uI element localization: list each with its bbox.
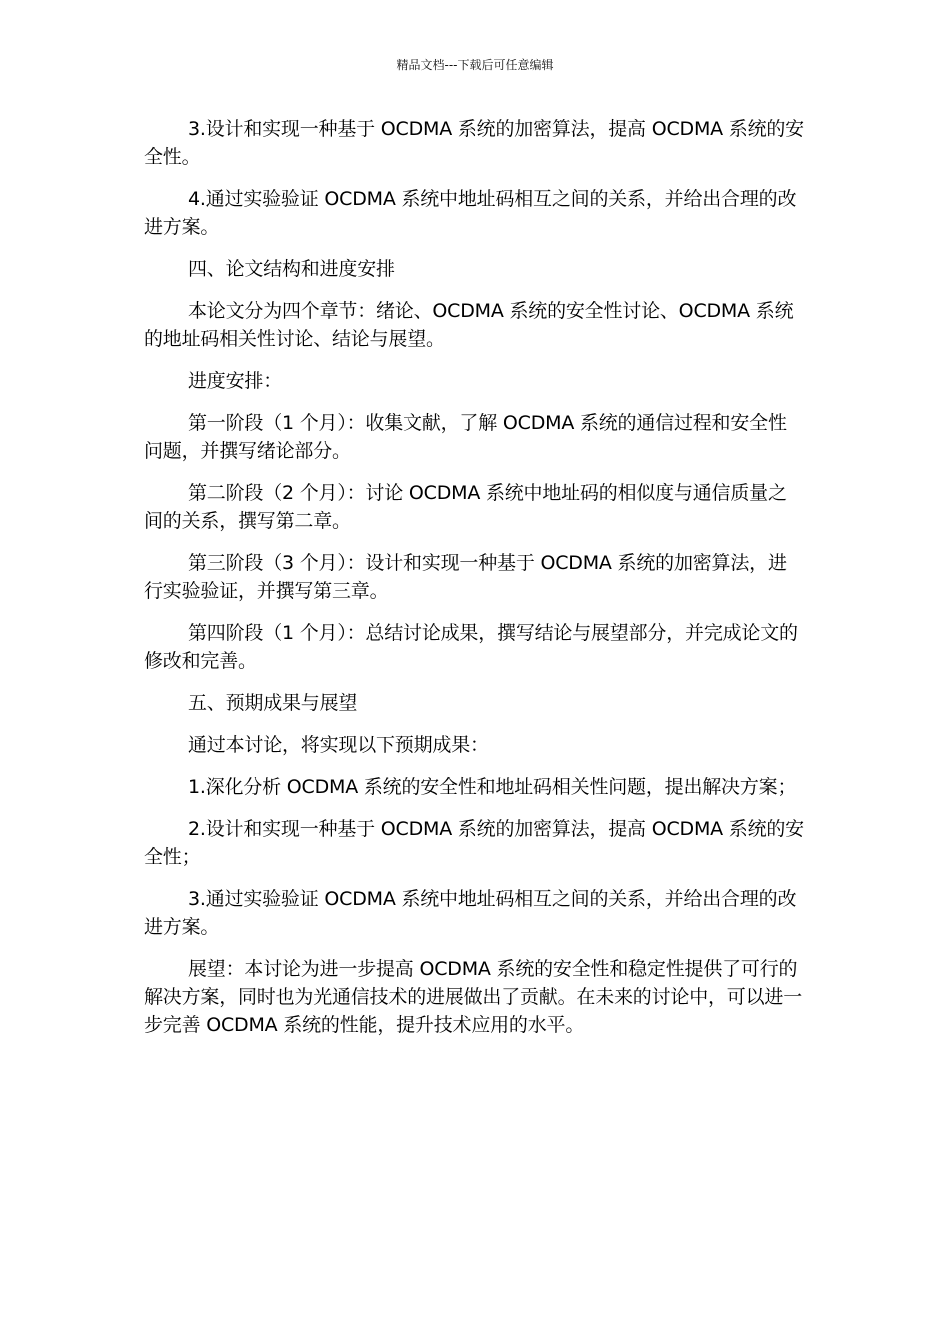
paragraph-goal-4: 4.通过实验验证 OCDMA 系统中地址码相互之间的关系，并给出合理的改进方案。 xyxy=(144,188,797,238)
paragraph-outcome-1: 1.深化分析 OCDMA 系统的安全性和地址码相关性问题，提出解决方案； xyxy=(188,776,797,798)
paragraph-phase-2: 第二阶段（2 个月）：讨论 OCDMA 系统中地址码的相似度与通信质量之间的关系，撰写第二章。 xyxy=(144,482,787,532)
paragraph-goal-3: 3.设计和实现一种基于 OCDMA 系统的加密算法，提高 OCDMA 系统的安全性。 xyxy=(144,118,804,168)
paragraph-outcomes-intro: 通过本讨论，将实现以下预期成果： xyxy=(188,734,489,756)
paragraph-phase-1: 第一阶段（1 个月）：收集文献，了解 OCDMA 系统的通信过程和安全性问题，并撰写绪论部分。 xyxy=(144,412,787,462)
section-heading-structure-schedule: 四、论文结构和进度安排 xyxy=(188,258,395,280)
section-heading-outcomes: 五、预期成果与展望 xyxy=(188,692,358,714)
paragraph-outcome-3: 3.通过实验验证 OCDMA 系统中地址码相互之间的关系，并给出合理的改进方案。 xyxy=(144,888,797,938)
document-body xyxy=(144,115,804,1053)
paragraph-chapters: 本论文分为四个章节：绪论、OCDMA 系统的安全性讨论、OCDMA 系统的地址码相关性讨论、结论与展望。 xyxy=(144,300,794,350)
paragraph-outlook: 展望：本讨论为进一步提高 OCDMA 系统的安全性和稳定性提供了可行的解决方案，同时也为光通信技术的进展做出了贡献。在未来的讨论中，可以进一步完善 OCDMA 系统的性能，提升技术应用的水平。 xyxy=(144,958,803,1036)
paragraph-schedule-label: 进度安排： xyxy=(188,370,283,392)
paragraph-outcome-2: 2.设计和实现一种基于 OCDMA 系统的加密算法，提高 OCDMA 系统的安全性； xyxy=(144,818,804,868)
page-header: 精品文档---下载后可任意编辑 xyxy=(396,58,554,72)
paragraph-phase-3: 第三阶段（3 个月）：设计和实现一种基于 OCDMA 系统的加密算法，进行实验验证，并撰写第三章。 xyxy=(144,552,787,602)
paragraph-phase-4: 第四阶段（1 个月）：总结讨论成果，撰写结论与展望部分，并完成论文的修改和完善。 xyxy=(144,622,798,672)
